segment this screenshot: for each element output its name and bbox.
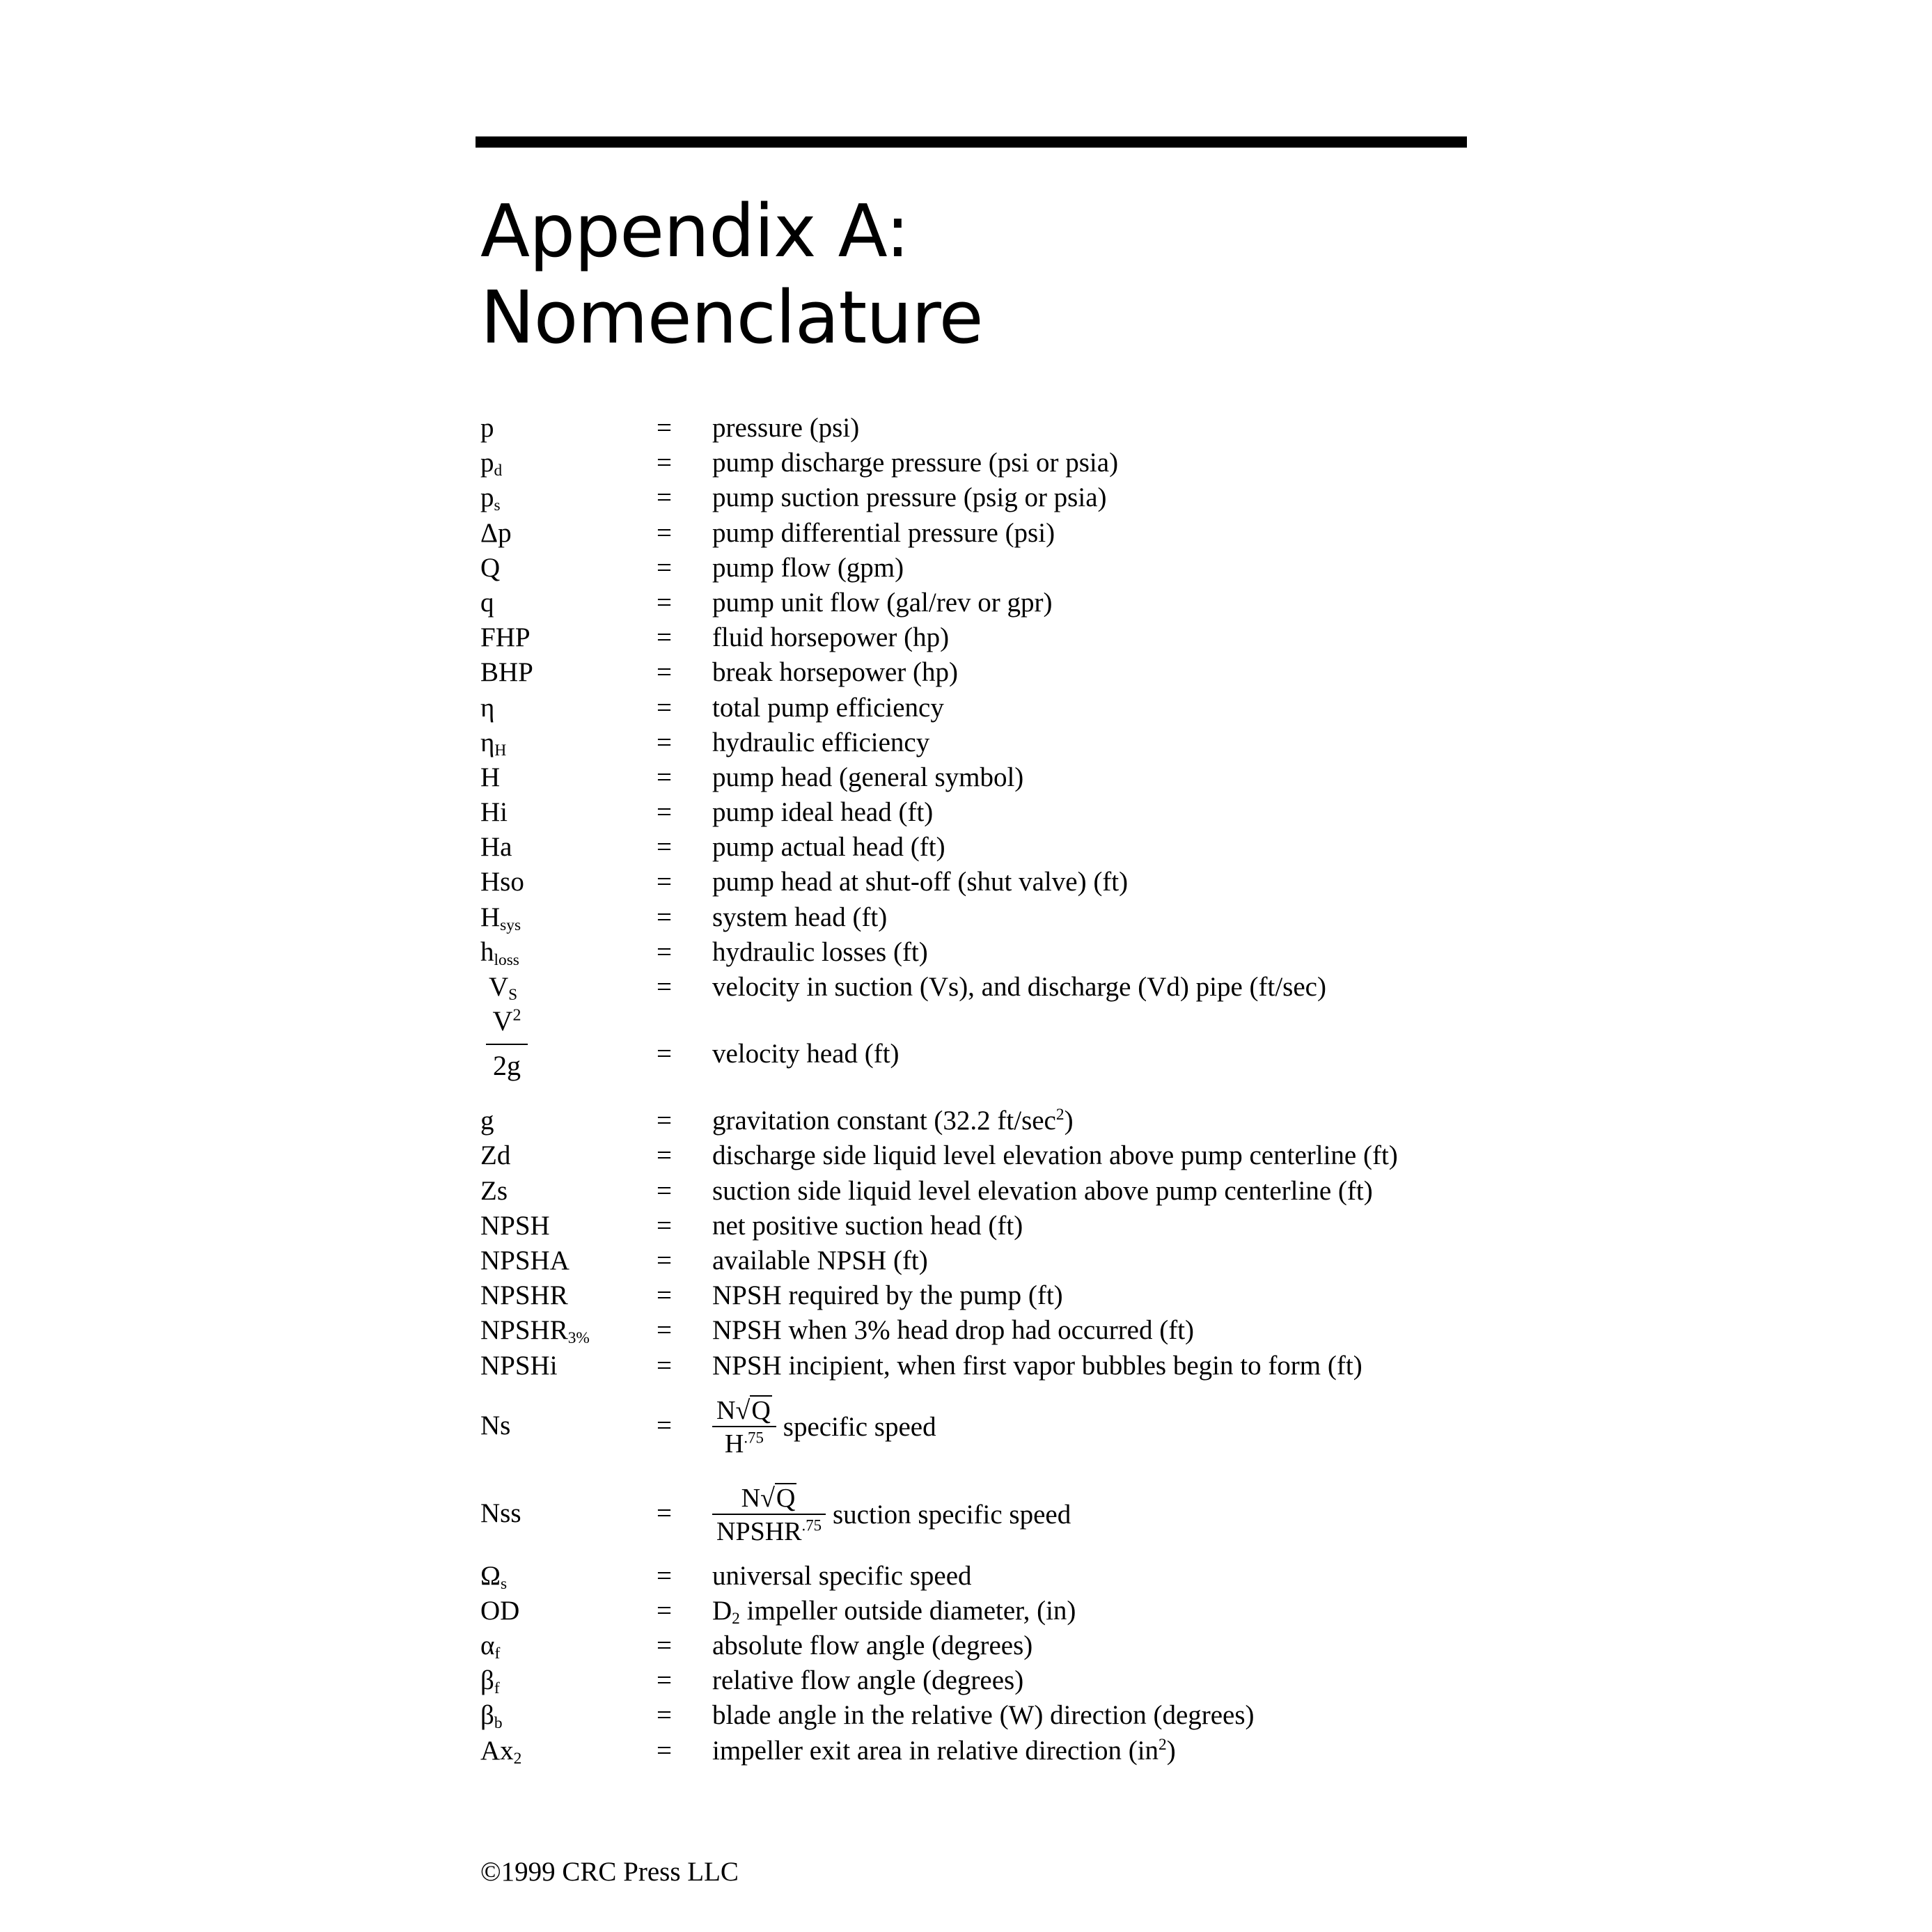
list-item [480, 1559, 1483, 1594]
list-item [480, 411, 1483, 446]
equals-sign: = [657, 692, 672, 723]
equals-sign: = [657, 1498, 672, 1528]
symbol: Ha [480, 832, 512, 863]
symbol: $Ax_2$ [480, 1735, 522, 1768]
list-item [480, 620, 1483, 655]
list-item [480, 480, 1483, 515]
title-line-1: Appendix A: [480, 189, 909, 274]
equals-sign: = [657, 797, 672, 828]
definition: NPSH when 3% head drop had occurred (ft) [712, 1315, 1195, 1346]
definition: pump actual head (ft) [712, 832, 945, 863]
suction-specific-speed-formula [712, 1483, 826, 1547]
definition: break horsepower (hp) [712, 657, 959, 688]
equals-sign: = [657, 1700, 672, 1731]
list-item [480, 1174, 1483, 1209]
symbol: p [480, 413, 494, 443]
list-item [480, 1278, 1483, 1313]
equals-sign: = [657, 1280, 672, 1311]
equals-sign: = [657, 1106, 672, 1136]
symbol: Q [480, 552, 501, 583]
equals-sign: = [657, 1245, 672, 1275]
list-item-specific-speed [480, 1383, 1483, 1471]
equals-sign: = [657, 902, 672, 932]
list-item [480, 725, 1483, 760]
formula-numerator: N√Q [716, 1395, 771, 1425]
equals-sign: = [657, 517, 672, 548]
top-rule [476, 136, 1467, 148]
list-item [480, 1734, 1483, 1768]
list-item [480, 1349, 1483, 1383]
equals-sign: = [657, 657, 672, 688]
equals-sign: = [657, 1410, 672, 1440]
definition: pump suction pressure (psig or psia) [712, 482, 1107, 513]
definition: pump discharge pressure (psi or psia) [712, 448, 1119, 478]
list-item-suction-specific-speed [480, 1471, 1483, 1559]
list-item [480, 446, 1483, 480]
equals-sign: = [657, 1560, 672, 1591]
list-item [480, 1698, 1483, 1733]
symbol: $p_s$ [480, 482, 501, 515]
definition: absolute flow angle (degrees) [712, 1631, 1033, 1661]
definition [712, 1383, 936, 1471]
definition: pump head at shut-off (shut valve) (ft) [712, 867, 1129, 897]
definition: pump ideal head (ft) [712, 797, 934, 828]
list-item [480, 551, 1483, 586]
equals-sign: = [657, 413, 672, 443]
list-item-velocity-head [480, 1005, 1483, 1104]
definition: NPSH incipient, when first vapor bubbles begin to form (ft) [712, 1350, 1362, 1381]
symbol: $NPSHR_{3\%}$ [480, 1315, 590, 1348]
equals-sign: = [657, 832, 672, 863]
definition: pump head (general symbol) [712, 762, 1024, 792]
specific-speed-formula [712, 1395, 776, 1459]
list-item [480, 865, 1483, 900]
definition: velocity in suction (Vs), and discharge (Vd) pipe (ft/sec) [712, 972, 1326, 1002]
definition: universal specific speed [712, 1560, 972, 1591]
symbol: $h_{loss}$ [480, 936, 519, 969]
equals-sign: = [657, 972, 672, 1002]
definition: blade angle in the relative (W) direction (degrees) [712, 1700, 1255, 1731]
equals-sign: = [657, 1350, 672, 1381]
list-item [480, 935, 1483, 970]
symbol: $H_{sys}$ [480, 902, 521, 934]
definition: pump unit flow (gal/rev or gpr) [712, 587, 1053, 618]
symbol: $p_d$ [480, 448, 503, 480]
definition: impeller exit area in relative direction $(in^2)$ [712, 1735, 1176, 1766]
equals-sign: = [657, 448, 672, 478]
list-item [480, 900, 1483, 935]
list-item [480, 655, 1483, 690]
list-item [480, 830, 1483, 865]
symbol: Hso [480, 867, 524, 897]
equals-sign: = [657, 936, 672, 967]
definition [712, 1471, 1071, 1559]
equals-sign: = [657, 867, 672, 897]
list-item [480, 1663, 1483, 1698]
nomenclature-list [480, 411, 1483, 1768]
definition: fluid horsepower (hp) [712, 622, 950, 653]
definition: suction side liquid level elevation above pump centerline (ft) [712, 1175, 1373, 1206]
definition: available NPSH (ft) [712, 1245, 928, 1275]
list-item [480, 760, 1483, 795]
fraction-denominator: 2g [493, 1050, 521, 1082]
list-item [480, 970, 1483, 1005]
equals-sign: = [657, 482, 672, 513]
equals-sign: = [657, 552, 672, 583]
definition: NPSH required by the pump (ft) [712, 1280, 1063, 1311]
symbol: $\beta_f$ [480, 1665, 500, 1698]
symbol: Δp [480, 517, 512, 548]
list-item [480, 795, 1483, 830]
symbol: g [480, 1106, 494, 1136]
list-item [480, 1104, 1483, 1138]
symbol: Zs [480, 1175, 508, 1206]
equals-sign: = [657, 622, 672, 653]
definition: pump differential pressure (psi) [712, 517, 1055, 548]
equals-sign: = [657, 762, 672, 792]
equals-sign: = [657, 1595, 672, 1626]
definition: relative flow angle (degrees) [712, 1665, 1024, 1696]
equals-sign: = [657, 1631, 672, 1661]
definition: pump flow (gpm) [712, 552, 904, 583]
list-item [480, 1313, 1483, 1348]
definition: net positive suction head (ft) [712, 1210, 1023, 1241]
formula-denominator: $H^{.75}$ [712, 1426, 776, 1459]
fraction-bar [486, 1044, 528, 1045]
list-item [480, 586, 1483, 620]
title-line-2: Nomenclature [480, 275, 983, 360]
symbol: NPSHR [480, 1280, 568, 1311]
symbol: Zd [480, 1140, 511, 1171]
definition: $D_2$ impeller outside diameter, (in) [712, 1595, 1076, 1628]
symbol: Nss [480, 1498, 521, 1528]
symbol: q [480, 587, 494, 618]
equals-sign: = [657, 1315, 672, 1346]
sqrt-sign: √Q [735, 1395, 771, 1425]
list-item [480, 1209, 1483, 1243]
copyright-footer: ©1999 CRC Press LLC [480, 1857, 739, 1887]
equals-sign: = [657, 1735, 672, 1766]
list-item [480, 516, 1483, 551]
page-title [480, 188, 983, 361]
list-item [480, 1243, 1483, 1278]
fraction-numerator: $V^2$ [492, 1005, 521, 1037]
symbol: H [480, 762, 501, 792]
definition: gravitation constant (32.2 $ft/\sec^2$) [712, 1106, 1074, 1136]
list-item [480, 1594, 1483, 1628]
symbol: $V_S$ [489, 972, 518, 1004]
symbol: $\beta_b$ [480, 1700, 503, 1733]
formula-denominator: $NPSHR^{.75}$ [712, 1514, 826, 1547]
velocity-head-fraction [486, 1005, 528, 1083]
definition-text: suction specific speed [833, 1499, 1071, 1530]
definition: hydraulic efficiency [712, 727, 930, 757]
symbol: Hi [480, 797, 508, 828]
symbol: FHP [480, 622, 531, 653]
definition: system head (ft) [712, 902, 888, 932]
symbol: $\alpha_f$ [480, 1631, 501, 1663]
equals-sign: = [657, 1665, 672, 1696]
list-item [480, 691, 1483, 725]
symbol: Ns [480, 1410, 511, 1440]
definition: pressure (psi) [712, 413, 860, 443]
equals-sign: = [657, 1210, 672, 1241]
list-item [480, 1138, 1483, 1173]
symbol: NPSHi [480, 1350, 558, 1381]
symbol: OD [480, 1595, 520, 1626]
definition: hydraulic losses (ft) [712, 936, 928, 967]
formula-numerator: N√Q [741, 1483, 796, 1513]
list-item [480, 1628, 1483, 1663]
definition-text: specific speed [783, 1411, 936, 1442]
symbol: $\Omega_s$ [480, 1560, 508, 1593]
sqrt-sign: √Q [760, 1483, 796, 1513]
symbol: NPSHA [480, 1245, 570, 1275]
equals-sign: = [657, 727, 672, 757]
symbol: BHP [480, 657, 533, 688]
equals-sign: = [657, 587, 672, 618]
symbol: η [480, 692, 495, 723]
definition: total pump efficiency [712, 692, 944, 723]
equals-sign: = [657, 1140, 672, 1171]
equals-sign: = [657, 1175, 672, 1206]
equals-sign: = [657, 1039, 672, 1069]
definition: discharge side liquid level elevation above pump centerline (ft) [712, 1140, 1398, 1171]
definition: velocity head (ft) [712, 1039, 900, 1069]
symbol: $\eta_H$ [480, 727, 507, 760]
symbol: NPSH [480, 1210, 550, 1241]
